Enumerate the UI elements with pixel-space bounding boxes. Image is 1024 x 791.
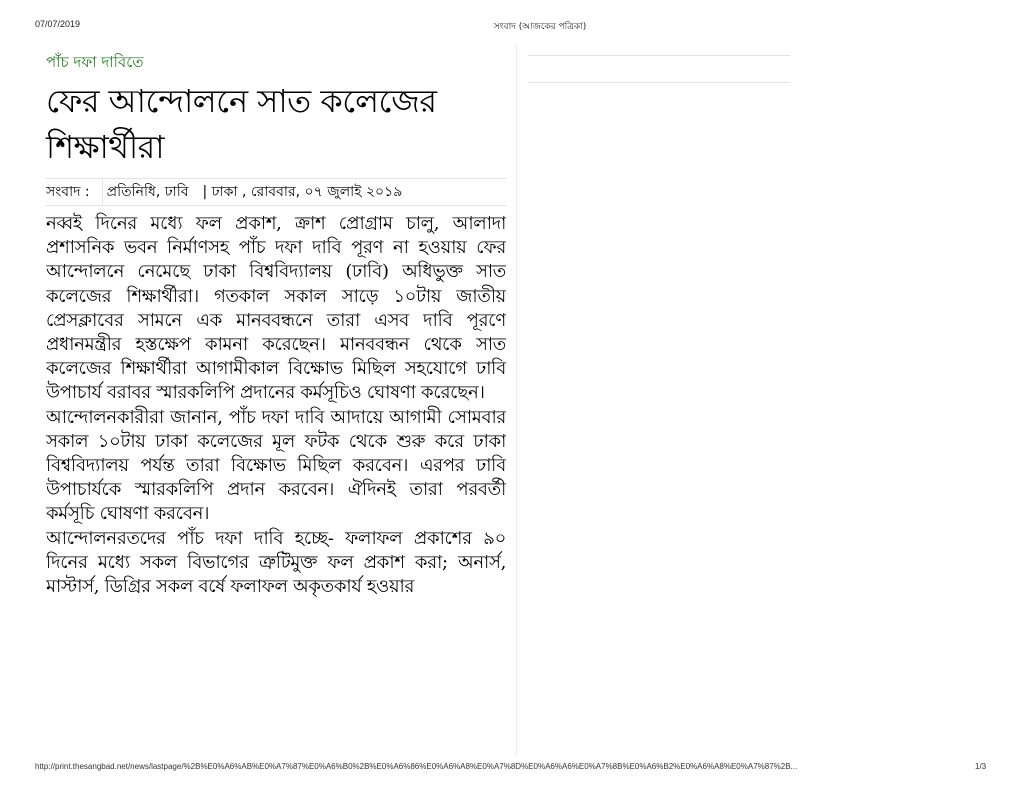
print-page-title: সংবাদ (আজকের পত্রিকা)	[493, 22, 587, 32]
print-date: 07/07/2019	[35, 19, 81, 29]
article-headline: ফের আন্দোলনে সাত কলেজের শিক্ষার্থীরা	[46, 82, 437, 166]
byline-reporter: প্রতিনিধি, ঢাবি	[102, 179, 201, 205]
article-paragraph-2: আন্দোলনকারীরা জানান, পাঁচ দফা দাবি আদায়ে আগামী সোমবার সকাল ১০টায় ঢাকা কলেজের মূল ফটক থেকে শুরু করে ঢাকা বিশ্ববিদ্যালয় পর্যন্ত তারা বিক্ষোভ মিছিল করবেন। এরপর ঢাবি উপাচার্যকে স্মারকলিপি প্রদান করবেন। ঐদিনই তারা পরবর্তী কর্মসূচি ঘোষণা করবেন।	[46, 406, 506, 525]
byline	[46, 178, 506, 206]
column-divider	[516, 44, 517, 756]
print-footer-url: http://print.thesangbad.net/news/lastpage/%2B%E0%A6%AB%E0%A7%87%E0%A6%B0%2B%E0%A6%86%E0%A6%A8%E0%A7%8D%E0%A6%A6%E0%A7%8B%E0%A6%B2%E0%A6%A8%E0%A7%87%2B...	[35, 762, 798, 771]
article-kicker: পাঁচ দফা দাবিতে	[46, 53, 144, 71]
print-page-number: 1/3	[975, 762, 987, 771]
article-paragraph-3: আন্দোলনরতদের পাঁচ দফা দাবি হচ্ছে- ফলাফল প্রকাশের ৯০ দিনের মধ্যে সকল বিভাগের ত্রুটিমুক্ত ফল প্রকাশ করা; অনার্স, মাস্টার্স, ডিগ্রির সকল বর্ষে ফলাফল অকৃতকার্য হওয়ার	[46, 527, 506, 598]
article	[46, 50, 506, 755]
byline-source: সংবাদ :	[46, 184, 90, 200]
article-body	[46, 212, 506, 755]
byline-dateline: | ঢাকা , রোববার, ০৭ জুলাই ২০১৯	[202, 184, 403, 200]
sidebar-rule-top	[528, 55, 790, 56]
article-paragraph-1: নব্বই দিনের মধ্যে ফল প্রকাশ, ক্রাশ প্রোগ্রাম চালু, আলাদা প্রশাসনিক ভবন নির্মাণসহ পাঁচ দফা দাবি পূরণ না হওয়ায় ফের আন্দোলনে নেমেছে ঢাকা বিশ্ববিদ্যালয় (ঢাবি) অধিভুক্ত সাত কলেজের শিক্ষার্থীরা। গতকাল সকাল সাড়ে ১০টায় জাতীয় প্রেসক্লাবের সামনে এক মানববন্ধনে তারা এসব দাবি পূরণে প্রধানমন্ত্রীর হস্তক্ষেপ কামনা করেছেন। মানববন্ধন থেকে সাত কলেজের শিক্ষার্থীরা আগামীকাল বিক্ষোভ মিছিল সহযোগে ঢাবি উপাচার্য বরাবর স্মারকলিপি প্রদানের কর্মসূচিও ঘোষণা করেছেন।	[46, 213, 506, 404]
sidebar-rule-bottom	[528, 82, 790, 83]
